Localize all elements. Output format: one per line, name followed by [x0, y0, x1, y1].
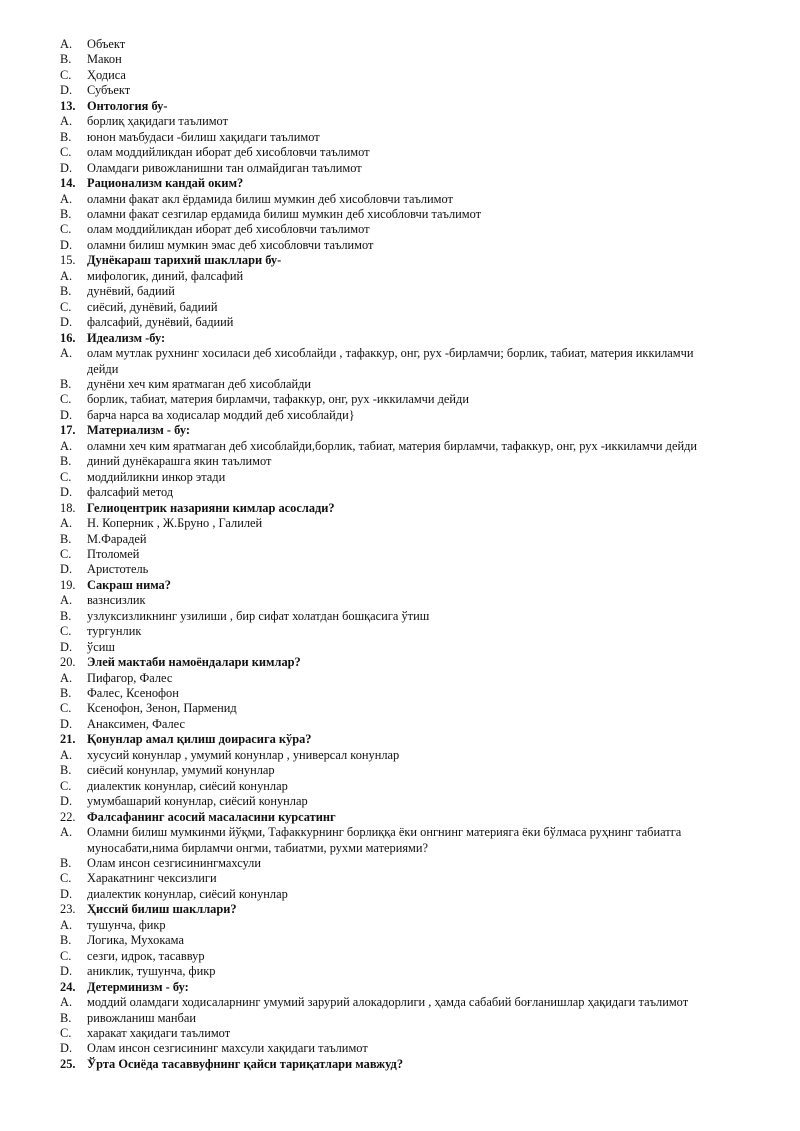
option-text: фалсафий метод [87, 485, 174, 500]
question-number: 22. [60, 809, 76, 824]
answer-option [60, 748, 760, 763]
option-text: оламни факат сезгилар ердамида билиш мумкин деб хисобловчи таълимот [87, 206, 482, 221]
option-text: оламни факат акл ёрдамида билиш мумкин деб хисобловчи таълимот [87, 191, 453, 206]
answer-option [60, 671, 760, 686]
option-text: Аристотель [87, 562, 149, 577]
option-letter: C. [60, 299, 72, 314]
option-letter: B. [60, 206, 72, 221]
option-text: Птоломей [87, 546, 140, 561]
option-text: диалектик конунлар, сиёсий конунлар [87, 886, 288, 901]
option-text: олам мутлак рухнинг хосиласи деб хисоблайди , тафаккур, онг, рух -бирламчи; борлик, табиат, материя иккиламчи [87, 346, 694, 361]
question-text: Элей мактаби намоёндалари кимлар? [87, 655, 301, 670]
answer-option [60, 377, 760, 392]
answer-option [60, 470, 760, 485]
option-letter: A. [60, 516, 73, 531]
option-text: мифологик, диний, фалсафий [87, 268, 244, 283]
question-heading [60, 578, 760, 593]
answer-option [60, 207, 760, 222]
option-text: сиёсий конунлар, умумий конунлар [87, 763, 275, 778]
option-letter: A. [60, 670, 73, 685]
answer-option [60, 609, 760, 624]
option-text: юнон маъбудаси -билиш хақидаги таълимот [87, 129, 320, 144]
option-text: Макон [87, 52, 122, 67]
option-letter: B. [60, 763, 72, 778]
option-text: Фалес, Ксенофон [87, 686, 179, 701]
question-number: 14. [60, 176, 76, 191]
question-heading [60, 810, 760, 825]
option-letter: A. [60, 191, 73, 206]
answer-option [60, 887, 760, 902]
option-letter: A. [60, 825, 73, 840]
option-letter: C. [60, 871, 72, 886]
option-letter: C. [60, 392, 72, 407]
option-letter: C. [60, 67, 72, 82]
answer-option [60, 701, 760, 716]
option-letter: D. [60, 716, 73, 731]
answer-option [60, 83, 760, 98]
question-heading [60, 423, 760, 438]
question-heading [60, 253, 760, 268]
answer-option [60, 269, 760, 284]
option-text: вазнсизлик [87, 593, 146, 608]
answer-option [60, 315, 760, 330]
option-text: М.Фарадей [87, 531, 147, 546]
option-text: Логика, Мухокама [87, 933, 184, 948]
option-letter: D. [60, 794, 73, 809]
option-text: Олам инсон сезгисинингмахсули [87, 856, 262, 871]
answer-option [60, 68, 760, 83]
question-text: Идеализм -бу: [87, 330, 166, 345]
option-text: сиёсий, дунёвий, бадиий [87, 299, 218, 314]
option-text: диний дунёкарашга якин таълимот [87, 454, 272, 469]
answer-option [60, 686, 760, 701]
answer-option [60, 52, 760, 67]
answer-option [60, 871, 760, 886]
option-text: Анаксимен, Фалес [87, 716, 185, 731]
answer-option [60, 918, 760, 933]
option-letter: C. [60, 948, 72, 963]
answer-option [60, 222, 760, 237]
option-text: дунёни хеч ким яратмаган деб хисоблайди [87, 376, 312, 391]
option-text: тургунлик [87, 624, 142, 639]
answer-option [60, 145, 760, 160]
option-text: Н. Коперник , Ж.Бруно , Галилей [87, 516, 263, 531]
option-text: Харакатнинг чексизлиги [87, 871, 217, 886]
option-letter: C. [60, 624, 72, 639]
option-text: умумбашарий конунлар, сиёсий конунлар [87, 794, 308, 809]
question-text: Онтология бу- [87, 98, 168, 113]
answer-option [60, 114, 760, 129]
option-text: Объект [87, 37, 126, 51]
question-number: 19. [60, 577, 76, 592]
option-letter: C. [60, 469, 72, 484]
option-text-continuation: муносабати,нима бирламчи онгми, табиатми, рухми материями? [87, 840, 429, 855]
question-heading [60, 732, 760, 747]
answer-option [60, 408, 760, 423]
answer-option [60, 192, 760, 207]
option-text: олам моддийликдан иборат деб хисобловчи таълимот [87, 145, 370, 160]
option-letter: D. [60, 964, 73, 979]
option-letter: D. [60, 562, 73, 577]
option-text: ривожланиш манбаи [87, 1010, 196, 1025]
option-text: Олам инсон сезгисининг махсули хақидаги таълимот [87, 1041, 368, 1056]
answer-option [60, 1011, 760, 1026]
option-text: фалсафий, дунёвий, бадиий [87, 315, 234, 330]
option-letter: C. [60, 778, 72, 793]
answer-option [60, 593, 760, 608]
answer-option [60, 547, 760, 562]
option-text: тушунча, фикр [87, 917, 166, 932]
option-letter: B. [60, 52, 72, 67]
answer-option [60, 1041, 760, 1056]
question-heading [60, 980, 760, 995]
option-letter: D. [60, 315, 73, 330]
answer-option [60, 300, 760, 315]
question-number: 24. [60, 979, 76, 994]
question-heading [60, 1057, 760, 1072]
option-letter: A. [60, 438, 73, 453]
answer-option [60, 949, 760, 964]
answer-option [60, 794, 760, 809]
question-number: 21. [60, 732, 76, 747]
option-text: Оламни билиш мумкинми йўқми, Тафаккурнинг борлиққа ёки онгнинг материяга ёки бўлмаса руҳнинг табиатга [87, 825, 682, 840]
question-text: Детерминизм - бу: [87, 979, 189, 994]
option-letter: A. [60, 114, 73, 129]
test-document [60, 37, 760, 1072]
answer-option [60, 964, 760, 979]
option-text: оламни хеч ким яратмаган деб хисоблайди,борлик, табиат, материя бирламчи, тафаккур, онг, рух -иккиламчи дейди [87, 438, 698, 453]
question-text: Рационализм кандай оким? [87, 176, 244, 191]
option-letter: B. [60, 933, 72, 948]
question-number: 17. [60, 423, 76, 438]
answer-option [60, 825, 760, 840]
option-text: хусусий конунлар , умумий конунлар , универсал конунлар [87, 747, 400, 762]
option-text: оламни билиш мумкин эмас деб хисобловчи таълимот [87, 237, 374, 252]
option-letter: A. [60, 917, 73, 932]
question-text: Дунёкараш тарихий шакллари бу- [87, 253, 282, 268]
option-letter: C. [60, 222, 72, 237]
option-letter: D. [60, 160, 73, 175]
option-letter: A. [60, 593, 73, 608]
option-text: олам моддийликдан иборат деб хисобловчи таълимот [87, 222, 370, 237]
question-text: Сакраш нима? [87, 577, 171, 592]
option-letter: C. [60, 1026, 72, 1040]
option-letter: D. [60, 1041, 73, 1056]
answer-option [60, 346, 760, 361]
answer-option [60, 238, 760, 253]
option-letter: D. [60, 639, 73, 654]
option-text: борлик, табиат, материя бирламчи, тафаккур, онг, рух -иккиламчи дейди [87, 392, 469, 407]
option-text: дунёвий, бадиий [87, 284, 175, 299]
option-text: борлиқ ҳақидаги таълимот [87, 114, 228, 129]
question-text: Қонунлар амал қилиш доирасига кўра? [87, 732, 312, 747]
option-letter: D. [60, 83, 73, 98]
option-letter: B. [60, 686, 72, 701]
option-text: диалектик конунлар, сиёсий конунлар [87, 778, 288, 793]
option-letter: D. [60, 886, 73, 901]
option-letter: B. [60, 1010, 72, 1025]
answer-option [60, 532, 760, 547]
question-number: 18. [60, 500, 76, 515]
question-heading [60, 176, 760, 191]
answer-option [60, 562, 760, 577]
answer-option [60, 516, 760, 531]
option-letter: B. [60, 608, 72, 623]
option-text: Ҳодиса [87, 67, 126, 82]
question-heading [60, 501, 760, 516]
option-letter: D. [60, 237, 73, 252]
question-text: Ўрта Осиёда тасаввуфнинг қайси тариқатлари мавжуд? [87, 1056, 404, 1071]
answer-option [60, 779, 760, 794]
answer-option [60, 37, 760, 52]
option-letter: B. [60, 129, 72, 144]
question-number: 23. [60, 902, 76, 917]
answer-option [60, 640, 760, 655]
question-text: Гелиоцентрик назарияни кимлар асослади? [87, 500, 335, 515]
question-heading [60, 331, 760, 346]
option-letter: D. [60, 407, 73, 422]
option-text: барча нарса ва ходисалар моддий деб хисоблайди} [87, 407, 355, 422]
option-text: харакат хақидаги таълимот [87, 1026, 231, 1040]
answer-option [60, 933, 760, 948]
question-number: 16. [60, 330, 76, 345]
answer-option [60, 995, 760, 1010]
answer-option [60, 284, 760, 299]
option-text: Субъект [87, 83, 131, 98]
answer-option [60, 856, 760, 871]
option-letter: A. [60, 747, 73, 762]
question-heading [60, 99, 760, 114]
option-text-continuation: дейди [87, 361, 119, 376]
answer-option [60, 439, 760, 454]
option-text: аниклик, тушунча, фикр [87, 964, 216, 979]
option-letter: A. [60, 995, 73, 1010]
option-text: узлуксизликнинг узилиши , бир сифат холатдан бошқасига ўтиш [87, 608, 430, 623]
question-heading [60, 655, 760, 670]
question-number: 15. [60, 253, 76, 268]
option-text: Ксенофон, Зенон, Парменид [87, 701, 237, 716]
question-number: 25. [60, 1056, 76, 1071]
question-number: 13. [60, 98, 76, 113]
option-text: сезги, идрок, тасаввур [87, 948, 205, 963]
option-letter: A. [60, 37, 73, 51]
question-number: 20. [60, 655, 76, 670]
option-text: Пифагор, Фалес [87, 670, 173, 685]
option-letter: C. [60, 701, 72, 716]
question-text: Ҳиссий билиш шакллари? [87, 902, 237, 917]
question-text: Фалсафанинг асосий масаласини курсатинг [87, 809, 336, 824]
answer-option [60, 454, 760, 469]
option-letter: C. [60, 145, 72, 160]
answer-option [60, 161, 760, 176]
answer-option [60, 485, 760, 500]
option-letter: B. [60, 284, 72, 299]
option-letter: B. [60, 856, 72, 871]
answer-option [60, 1026, 760, 1041]
answer-option [60, 130, 760, 145]
option-letter: B. [60, 531, 72, 546]
question-heading [60, 902, 760, 917]
question-text: Материализм - бу: [87, 423, 191, 438]
option-letter: B. [60, 454, 72, 469]
option-text: моддийликни инкор этади [87, 469, 226, 484]
answer-option [60, 717, 760, 732]
option-letter: B. [60, 376, 72, 391]
option-text: ўсиш [87, 639, 115, 654]
option-letter: A. [60, 346, 73, 361]
option-letter: D. [60, 485, 73, 500]
answer-option [60, 392, 760, 407]
answer-option [60, 763, 760, 778]
option-text: Оламдаги ривожланишни тан олмайдиган таълимот [87, 160, 362, 175]
option-letter: A. [60, 268, 73, 283]
option-letter: C. [60, 546, 72, 561]
option-text: моддий оламдаги ходисаларнинг умумий зарурий алокадорлиги , ҳамда сабабий боғланишлар ҳақидаги таълимот [87, 995, 689, 1010]
answer-option [60, 624, 760, 639]
